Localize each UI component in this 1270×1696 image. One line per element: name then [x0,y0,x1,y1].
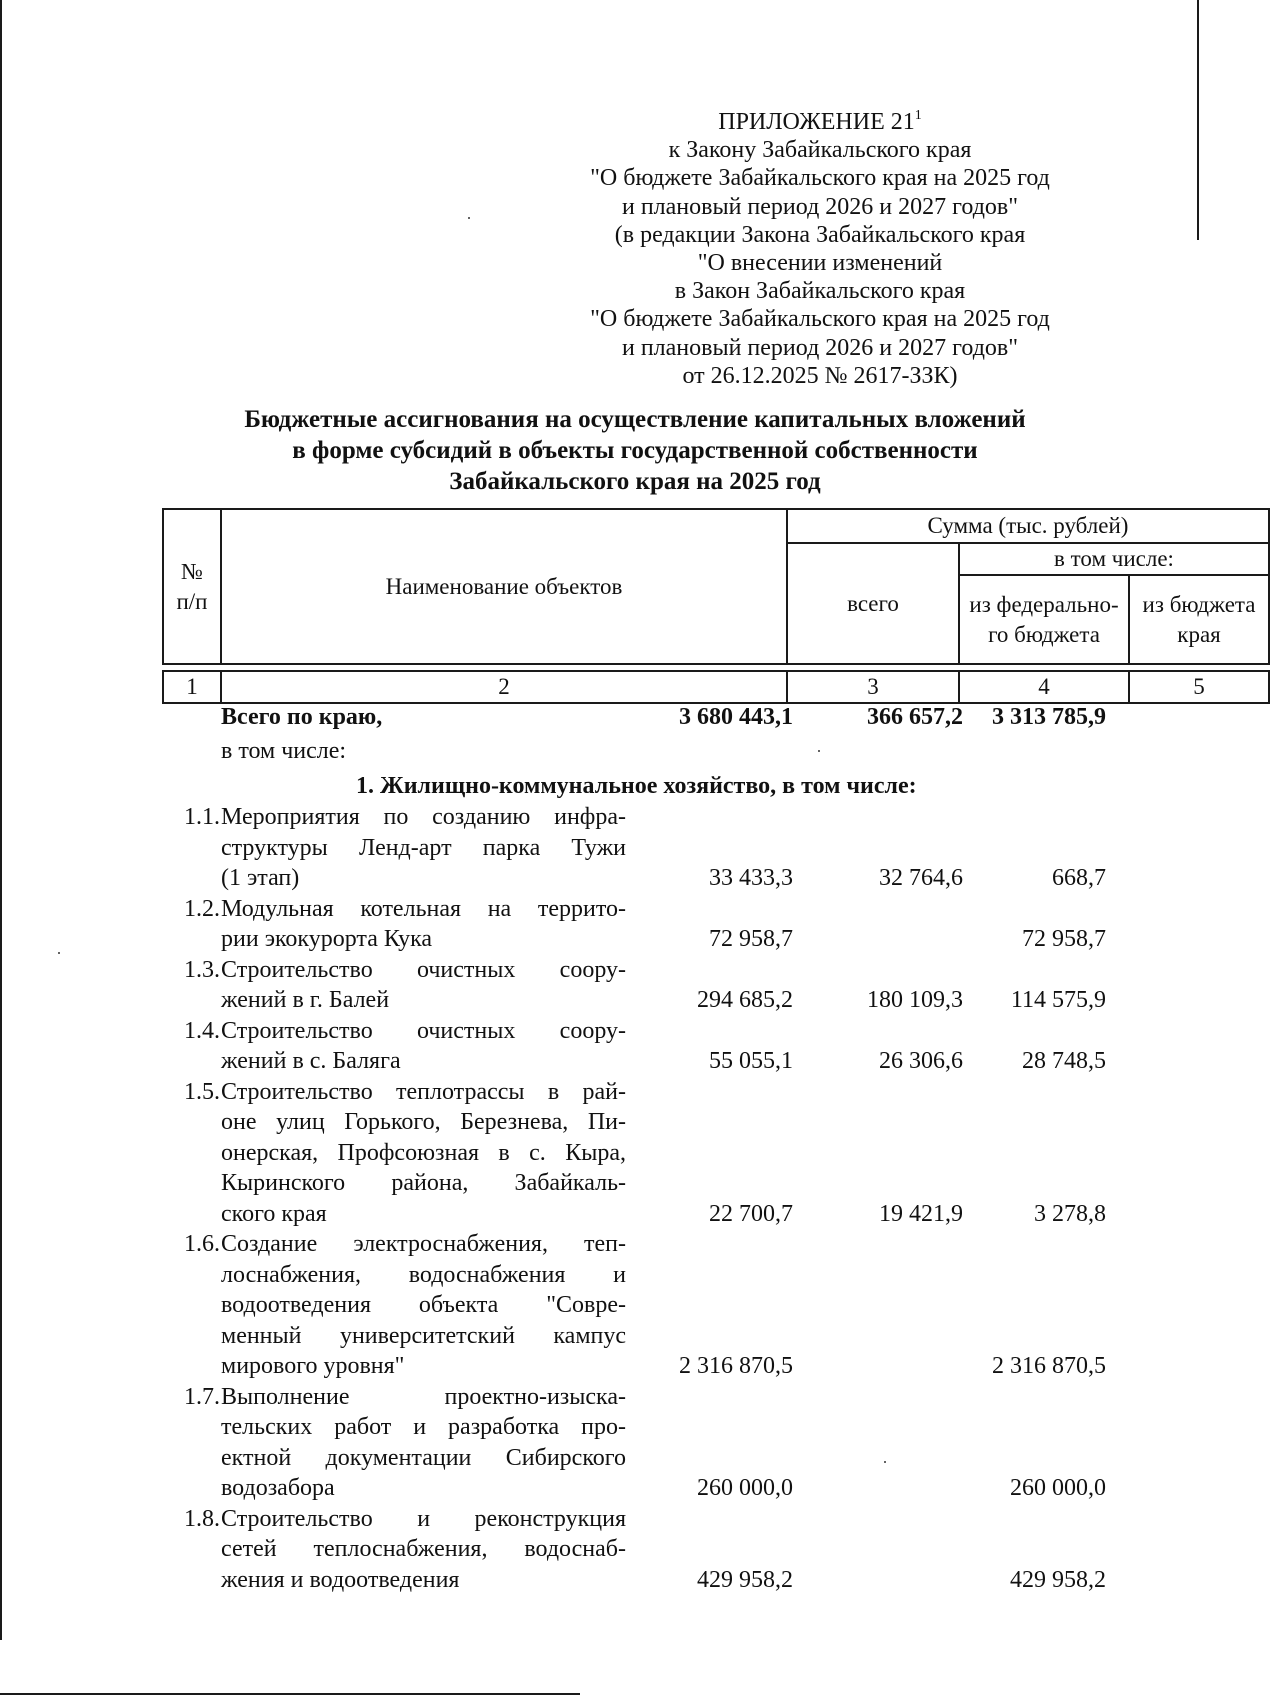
row-total: 294 685,2 [697,987,793,1013]
row-name [221,1229,626,1382]
row-name-line: онерская, Профсоюзная в с. Кыра, [221,1139,626,1166]
scan-speck [468,217,470,219]
row-number: 1.5. [184,1078,220,1105]
header-col-federal: из федерально- го бюджета [958,574,1130,665]
row-number: 1.7. [184,1383,220,1410]
row-name [221,894,626,955]
header-num-3: 3 [786,670,960,704]
row-regional: 668,7 [1052,865,1106,891]
appendix-line: в Закон Забайкальского края [674,278,966,305]
row-federal: 180 109,3 [867,987,963,1013]
row-regional: 3 278,8 [1034,1200,1106,1227]
row-total: 55 055,1 [709,1048,793,1074]
row-name-line: мирового уровня" [221,1353,405,1379]
appendix-line: (в редакции Закона Забайкальского края [614,221,1026,248]
row-name [221,1504,626,1596]
row-name [221,802,626,894]
row-number: 1.1. [184,804,220,830]
row-name-line: Создание электроснабжения, теп- [221,1231,626,1257]
row-number: 1.8. [184,1505,220,1532]
row-total: 33 433,3 [709,865,793,891]
row-name [221,955,626,1016]
row-number: 1.3. [184,956,220,983]
document-title [150,404,1120,497]
appendix-heading: ПРИЛОЖЕНИЕ $21^1$ [718,108,922,135]
row-name [221,1016,626,1077]
row-regional: 72 958,7 [1022,926,1106,952]
scan-edge-bottom [0,1693,580,1695]
row-name-line: жений в г. Балей [221,987,390,1013]
row-total: 22 700,7 [709,1200,793,1227]
row-name-line: ектной документации Сибирского [221,1444,626,1471]
row-name-line: Строительство и реконструкция [221,1505,626,1532]
row-name-line: Выполнение проектно-изыска- [221,1383,626,1410]
row-name-line: жений в с. Баляга [221,1048,401,1074]
row-regional: 429 958,2 [1010,1566,1106,1593]
scan-speck [884,1461,886,1463]
row-name-line: лоснабжения, водоснабжения и [221,1261,626,1288]
row-total: 72 958,7 [709,926,793,952]
title-line: Забайкальского края на 2025 год [449,468,821,495]
row-name-line: Строительство очистных соору- [221,1017,626,1044]
header-col-regional: из бюджета края [1128,574,1270,665]
row-regional: 2 316 870,5 [992,1353,1106,1379]
row-name-line: рии экокурорта Кука [221,926,433,952]
row-number: 1.2. [184,895,220,922]
header-col-name: Наименование объектов [220,508,788,665]
row-total: 2 316 870,5 [679,1353,793,1379]
section-title: 1. Жилищно-коммунальное хозяйство, в том числе: [356,773,917,799]
appendix-line: "О бюджете Забайкальского края на 2025 год [590,165,1050,192]
row-number: 1.6. [184,1231,220,1257]
row-name-line: водозабора [221,1475,335,1501]
totals-regional: 3 313 785,9 [992,704,1106,730]
scan-speck [58,952,60,954]
row-name-line: ского края [221,1200,327,1227]
row-total: 429 958,2 [697,1566,793,1593]
appendix-line: к Закону Забайкальского края [668,137,972,164]
header-num-2: 2 [220,670,788,704]
appendix-line: "О бюджете Забайкальского края на 2025 год [590,306,1050,333]
header-col-no: № п/п [162,508,222,665]
header-num-5: 5 [1128,670,1270,704]
row-name-line: Строительство очистных соору- [221,956,626,983]
appendix-line: и плановый период 2026 и 2027 годов" [621,193,1019,220]
row-name-line: сетей теплоснабжения, водоснаб- [221,1536,626,1562]
appendix-line: "О внесении изменений [697,250,943,277]
row-federal: 26 306,6 [879,1048,963,1074]
row-regional: 28 748,5 [1022,1048,1106,1074]
totals-federal: 366 657,2 [867,704,963,730]
totals-label: Всего по краю, [221,704,383,730]
row-regional: 260 000,0 [1010,1475,1106,1501]
scan-speck [818,750,820,752]
appendix-line: от 26.12.2025 № 2617-ЗЗК) [682,362,958,389]
row-name-line: жения и водоотведения [221,1566,460,1593]
row-name-line: менный университетский кампус [221,1322,626,1349]
row-regional: 114 575,9 [1010,987,1106,1013]
row-federal: 19 421,9 [879,1200,963,1227]
row-number: 1.4. [184,1017,220,1044]
row-federal: 32 764,6 [879,865,963,891]
table-header [162,508,1256,704]
totals-including: в том числе: [221,738,347,764]
row-name-line: Модульная котельная на террито- [221,895,626,922]
scan-edge-right [1197,0,1199,240]
header-sum: Сумма (тыс. рублей) [786,508,1270,544]
appendix-block [560,108,1080,390]
row-total: 260 000,0 [697,1475,793,1501]
header-col-total: всего [786,542,960,665]
row-name-line: тельских работ и разработка про- [221,1414,626,1440]
appendix-line: и плановый период 2026 и 2027 годов" [621,334,1019,361]
row-name [221,1382,626,1504]
header-num-1: 1 [162,670,222,704]
totals-total: 3 680 443,1 [679,704,793,730]
row-name-line: Кыринского района, Забайкаль- [221,1170,626,1196]
row-name-line: водоотведения объекта "Совре- [221,1292,626,1318]
title-line: в форме субсидий в объекты государственной собственности [292,437,978,464]
scan-edge-left [0,0,2,1640]
row-name-line: оне улиц Горького, Березнева, Пи- [221,1109,626,1135]
title-line: Бюджетные ассигнования на осуществление капитальных вложений [244,406,1026,433]
row-name-line: (1 этап) [221,865,300,891]
row-name [221,1077,626,1230]
header-including: в том числе: [958,542,1270,576]
row-name-line: Строительство теплотрассы в рай- [221,1078,626,1105]
row-name-line: Мероприятия по созданию инфра- [221,804,626,830]
row-name-line: структуры Ленд-арт парка Тужи [221,834,626,861]
header-num-4: 4 [958,670,1130,704]
